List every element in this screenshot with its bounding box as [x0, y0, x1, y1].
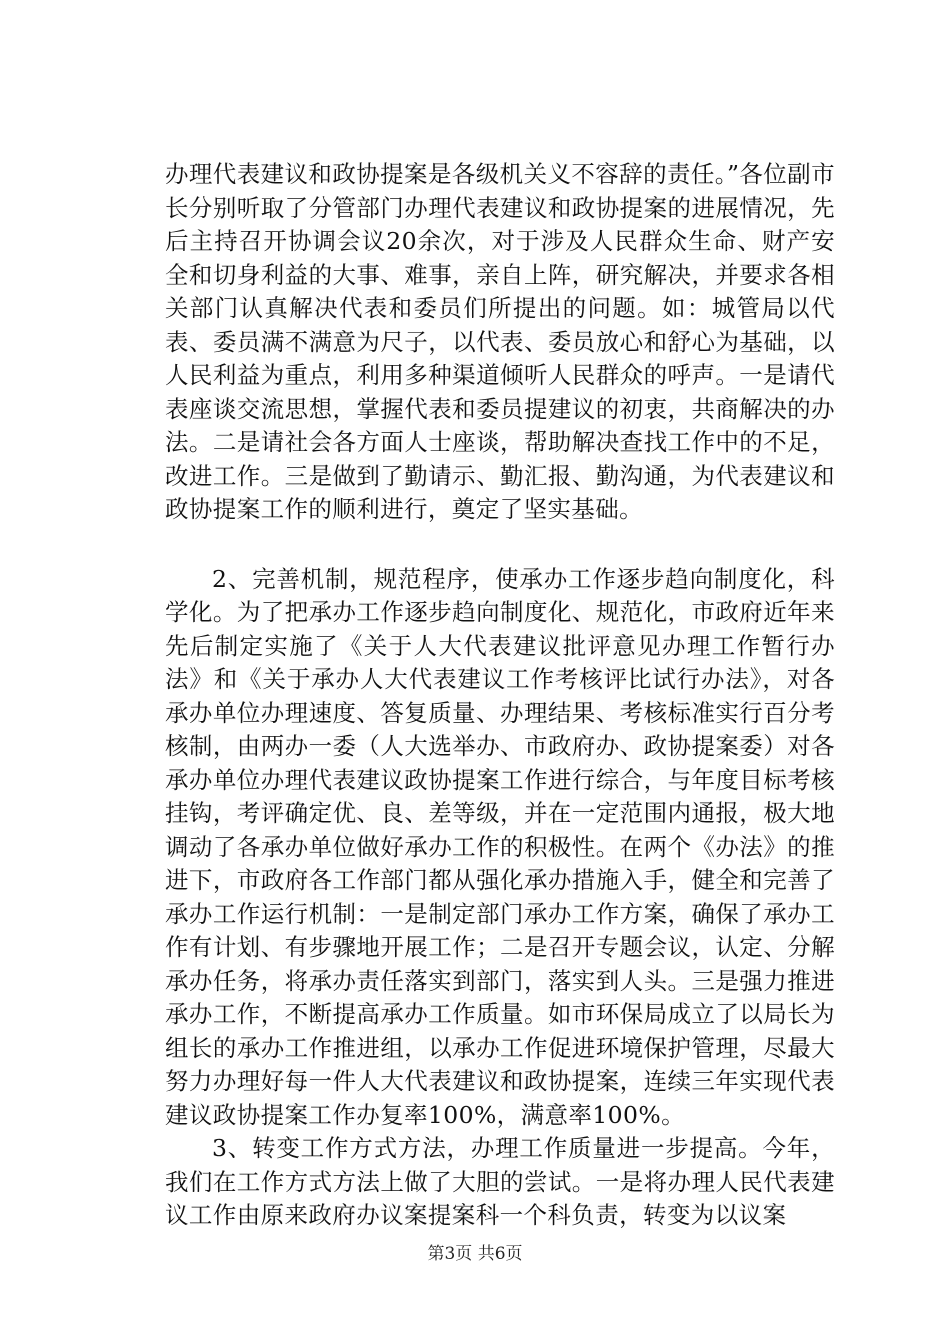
document-body — [165, 158, 835, 1233]
paragraph-spacer — [165, 527, 835, 563]
paragraph-1: 办理代表建议和政协提案是各级机关义不容辞的责任。”各位副市长分别听取了分管部门办理代表建议和政协提案的进展情况，先后主持召开协调会议20余次，对于涉及人民群众生命、财产安全和切身利益的大事、难事，亲自上阵，研究解决，并要求各相关部门认真解决代表和委员们所提出的问题。如：城管局以代表、委员满不满意为尺子，以代表、委员放心和舒心为基础，以人民利益为重点，利用多种渠道倾听人民群众的呼声。一是请代表座谈交流思想，掌握代表和委员提建议的初衷，共商解决的办法。二是请社会各方面人士座谈，帮助解决查找工作中的不足，改进工作。三是做到了勤请示、勤汇报、勤沟通，为代表建议和政协提案工作的顺利进行，奠定了坚实基础。 — [165, 160, 835, 523]
page-number-footer: 第3页 共6页 — [427, 1244, 523, 1264]
paragraph-2: 2、完善机制，规范程序，使承办工作逐步趋向制度化，科学化。为了把承办工作逐步趋向制度化、规范化，市政府近年来先后制定实施了《关于人大代表建议批评意见办理工作暂行办法》和《关于承办人大代表建议工作考核评比试行办法》，对各承办单位办理速度、答复质量、办理结果、考核标准实行百分考核制，由两办一委（人大选举办、市政府办、政协提案委）对各承办单位办理代表建议政协提案工作进行综合，与年度目标考核挂钩，考评确定优、良、差等级，并在一定范围内通报，极大地调动了各承办单位做好承办工作的积极性。在两个《办法》的推进下，市政府各工作部门都从强化承办措施入手，健全和完善了承办工作运行机制：一是制定部门承办工作方案，确保了承办工作有计划、有步骤地开展工作；二是召开专题会议，认定、分解承办任务，将承办责任落实到部门，落实到人头。三是强力推进承办工作，不断提高承办工作质量。如市环保局成立了以局长为组长的承办工作推进组，以承办工作促进环境保护管理，尽最大努力办理好每一件人大代表建议和政协提案，连续三年实现代表建议政协提案工作办复率100%，满意率100%。 — [165, 564, 835, 1129]
paragraph-3: 3、转变工作方式方法，办理工作质量进一步提高。今年，我们在工作方式方法上做了大胆的尝试。一是将办理人民代表建议工作由原来政府办议案提案科一个科负责，转变为以议案 — [165, 1134, 835, 1229]
